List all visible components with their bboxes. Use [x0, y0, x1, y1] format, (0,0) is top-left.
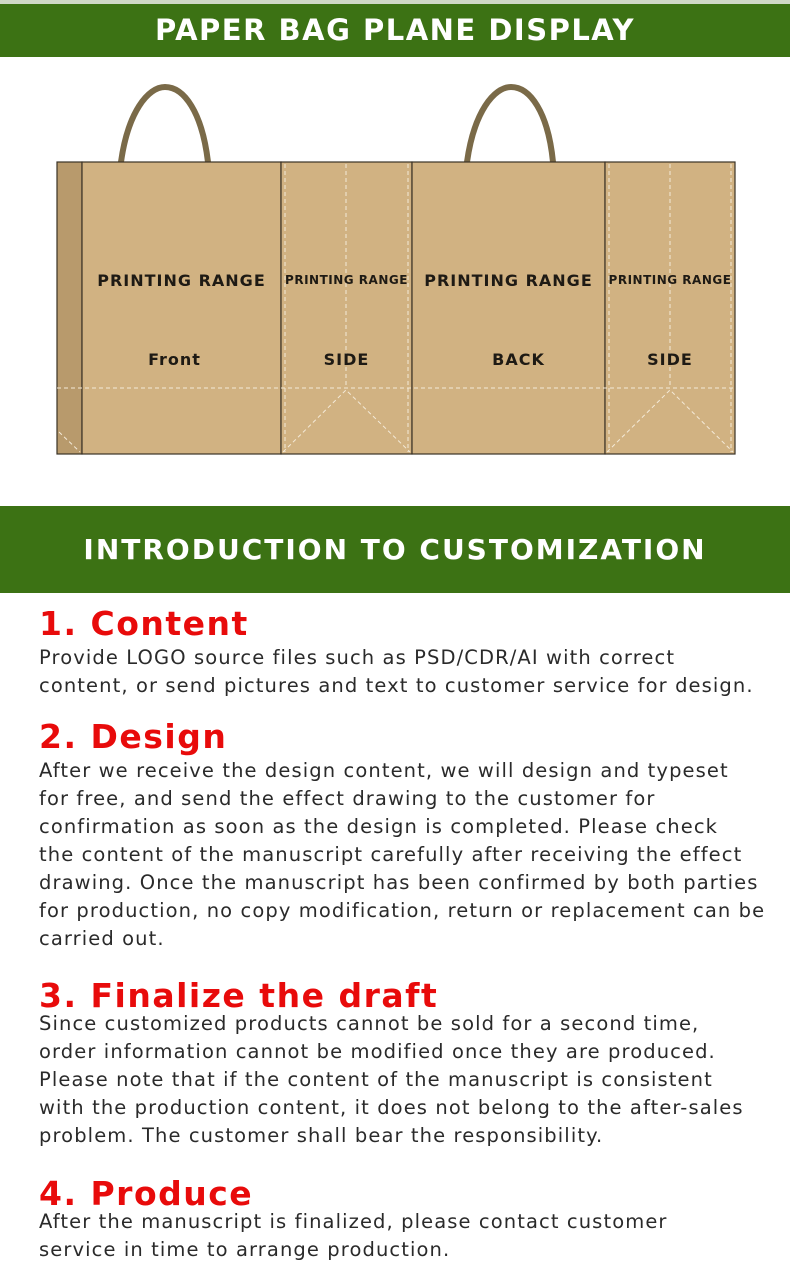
step-body: [39, 1208, 779, 1264]
step-body: [39, 757, 779, 953]
step-line: for production, no copy modification, return or replacement can be: [39, 899, 766, 922]
step-line: drawing. Once the manuscript has been confirmed by both parties: [39, 871, 759, 894]
step-title: 1. Content: [39, 604, 249, 643]
glue-flap: [57, 162, 82, 454]
panel-front: [82, 162, 281, 454]
step-title: 2. Design: [39, 717, 228, 756]
step-line: After the manuscript is finalized, please contact customer: [39, 1210, 668, 1233]
side2-face-label: SIDE: [647, 350, 693, 369]
step-line: After we receive the design content, we will design and typeset: [39, 759, 729, 782]
handle-back: [467, 87, 553, 162]
step-content: [39, 604, 779, 700]
panel-back: [412, 162, 605, 454]
handle-front: [121, 87, 208, 162]
step-line: content, or send pictures and text to customer service for design.: [39, 674, 754, 697]
back-face-label: BACK: [492, 350, 545, 369]
step-finalize: [39, 976, 779, 1150]
step-line: with the production content, it does not belong to the after-sales: [39, 1096, 744, 1119]
step-line: confirmation as soon as the design is completed. Please check: [39, 815, 719, 838]
back-range-label: PRINTING RANGE: [424, 271, 593, 290]
step-line: Please note that if the content of the manuscript is consistent: [39, 1068, 713, 1091]
step-body: [39, 1010, 779, 1150]
bag-plane-diagram: [0, 60, 790, 480]
step-line: service in time to arrange production.: [39, 1238, 451, 1261]
step-line: carried out.: [39, 927, 165, 950]
step-title: 3. Finalize the draft: [39, 976, 439, 1015]
side1-face-label: SIDE: [323, 350, 370, 369]
step-line: the content of the manuscript carefully after receiving the effect: [39, 843, 743, 866]
step-line: Provide LOGO source files such as PSD/CDR/AI with correct: [39, 646, 676, 669]
step-line: problem. The customer shall bear the responsibility.: [39, 1124, 604, 1147]
bag-unfolded-svg: [0, 60, 790, 480]
step-body: [39, 644, 779, 700]
step-produce: [39, 1174, 779, 1264]
side2-range-label: PRINTING RANGE: [608, 273, 732, 287]
front-face-label: Front: [148, 350, 201, 369]
process-steps: [39, 604, 779, 1264]
step-title: 4. Produce: [39, 1174, 254, 1213]
step-line: order information cannot be modified once they are produced.: [39, 1040, 716, 1063]
step-line: Since customized products cannot be sold for a second time,: [39, 1012, 700, 1035]
side1-range-label: PRINTING RANGE: [285, 273, 408, 287]
section-title: INTRODUCTION TO CUSTOMIZATION PROCESS: [83, 533, 707, 653]
front-range-label: PRINTING RANGE: [97, 271, 266, 290]
step-design: [39, 717, 779, 953]
header-title: PAPER BAG PLANE DISPLAY: [155, 13, 635, 47]
header-banner: [0, 0, 790, 57]
step-line: for free, and send the effect drawing to the customer for: [39, 787, 656, 810]
